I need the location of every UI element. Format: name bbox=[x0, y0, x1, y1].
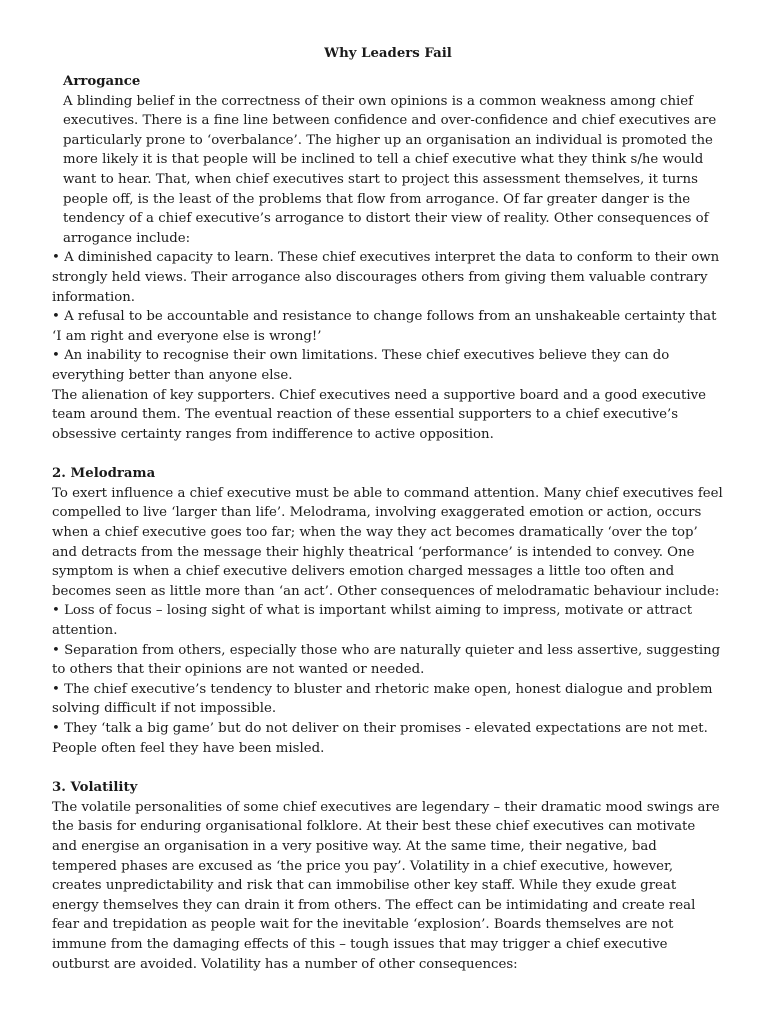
list-item: • The chief executive’s tendency to bluster and rhetoric make open, honest dialogue and problem solving difficult if not impossible. bbox=[52, 680, 724, 719]
section-melodrama bbox=[52, 464, 724, 758]
arrogance-indented-block bbox=[52, 72, 724, 248]
document-title: Why Leaders Fail bbox=[324, 46, 452, 61]
list-item: • Loss of focus – losing sight of what is important whilst aiming to impress, motivate or attract attention. bbox=[52, 601, 724, 640]
section-intro: A blinding belief in the correctness of their own opinions is a common weakness among chief executives. There is a fine line between confidence and over-confidence and chief executives are particularly prone to ‘overbalance’. The higher up an organisation an individual is promoted the more likely it is that people will be inclined to tell a chief executive what they think s/he would want to hear. That, when chief executives start to project this assessment themselves, it turns people off, is the least of the problems that flow from arrogance. Of far greater danger is the tendency of a chief executive’s arrogance to distort their view of reality. Other consequences of arrogance include: bbox=[63, 93, 717, 246]
document-page bbox=[52, 44, 724, 974]
list-item: • Separation from others, especially those who are naturally quieter and less assertive, suggesting to others that their opinions are not wanted or needed. bbox=[52, 641, 724, 680]
section-heading: 2. Melodrama bbox=[52, 466, 156, 482]
section-volatility bbox=[52, 778, 724, 974]
section-heading: Arrogance bbox=[63, 74, 141, 89]
section-intro: To exert influence a chief executive must be able to command attention. Many chief executives feel compelled to live ‘larger than life’. Melodrama, involving exaggerated emotion or action, occurs when a chief executive goes too far; when the way they act becomes dramatically ‘over the top’ and detracts from the message their highly theatrical ‘performance’ is intended to convey. One symptom is when a chief executive delivers emotion charged messages a little too often and becomes seen as little more than ‘an act’. Other consequences of melodramatic behaviour include: bbox=[52, 485, 723, 599]
section-closing: The alienation of key supporters. Chief executives need a supportive board and a good executive team around them. The eventual reaction of these essential supporters to a chief executive’s obsessive certainty ranges from indifference to active opposition. bbox=[52, 387, 707, 442]
list-item: • An inability to recognise their own limitations. These chief executives believe they can do everything better than anyone else. bbox=[52, 346, 724, 385]
spacer bbox=[52, 758, 724, 778]
list-item: • A refusal to be accountable and resistance to change follows from an unshakeable certainty that ‘I am right and everyone else is wrong!’ bbox=[52, 307, 724, 346]
list-item: • They ‘talk a big game’ but do not deliver on their promises - elevated expectations are not met. People often feel they have been misled. bbox=[52, 719, 724, 758]
section-intro: The volatile personalities of some chief executives are legendary – their dramatic mood swings are the basis for enduring organisational folklore. At their best these chief executives can motivate and energise an organisation in a very positive way. At the same time, their negative, bad tempered phases are excused as ‘the price you pay’. Volatility in a chief executive, however, creates unpredictability and risk that can immobilise other key staff. While they exude great energy themselves they can drain it from others. The effect can be intimidating and create real fear and trepidation as people wait for the inevitable ‘explosion’. Boards themselves are not immune from the damaging effects of this – tough issues that may trigger a chief executive outburst are avoided. Volatility has a number of other consequences: bbox=[52, 799, 720, 972]
section-heading: 3. Volatility bbox=[52, 780, 138, 796]
spacer bbox=[52, 444, 724, 464]
list-item: • A diminished capacity to learn. These chief executives interpret the data to conform to their own strongly held views. Their arrogance also discourages others from giving them valuable contrary information. bbox=[52, 248, 724, 307]
section-arrogance bbox=[52, 72, 724, 444]
